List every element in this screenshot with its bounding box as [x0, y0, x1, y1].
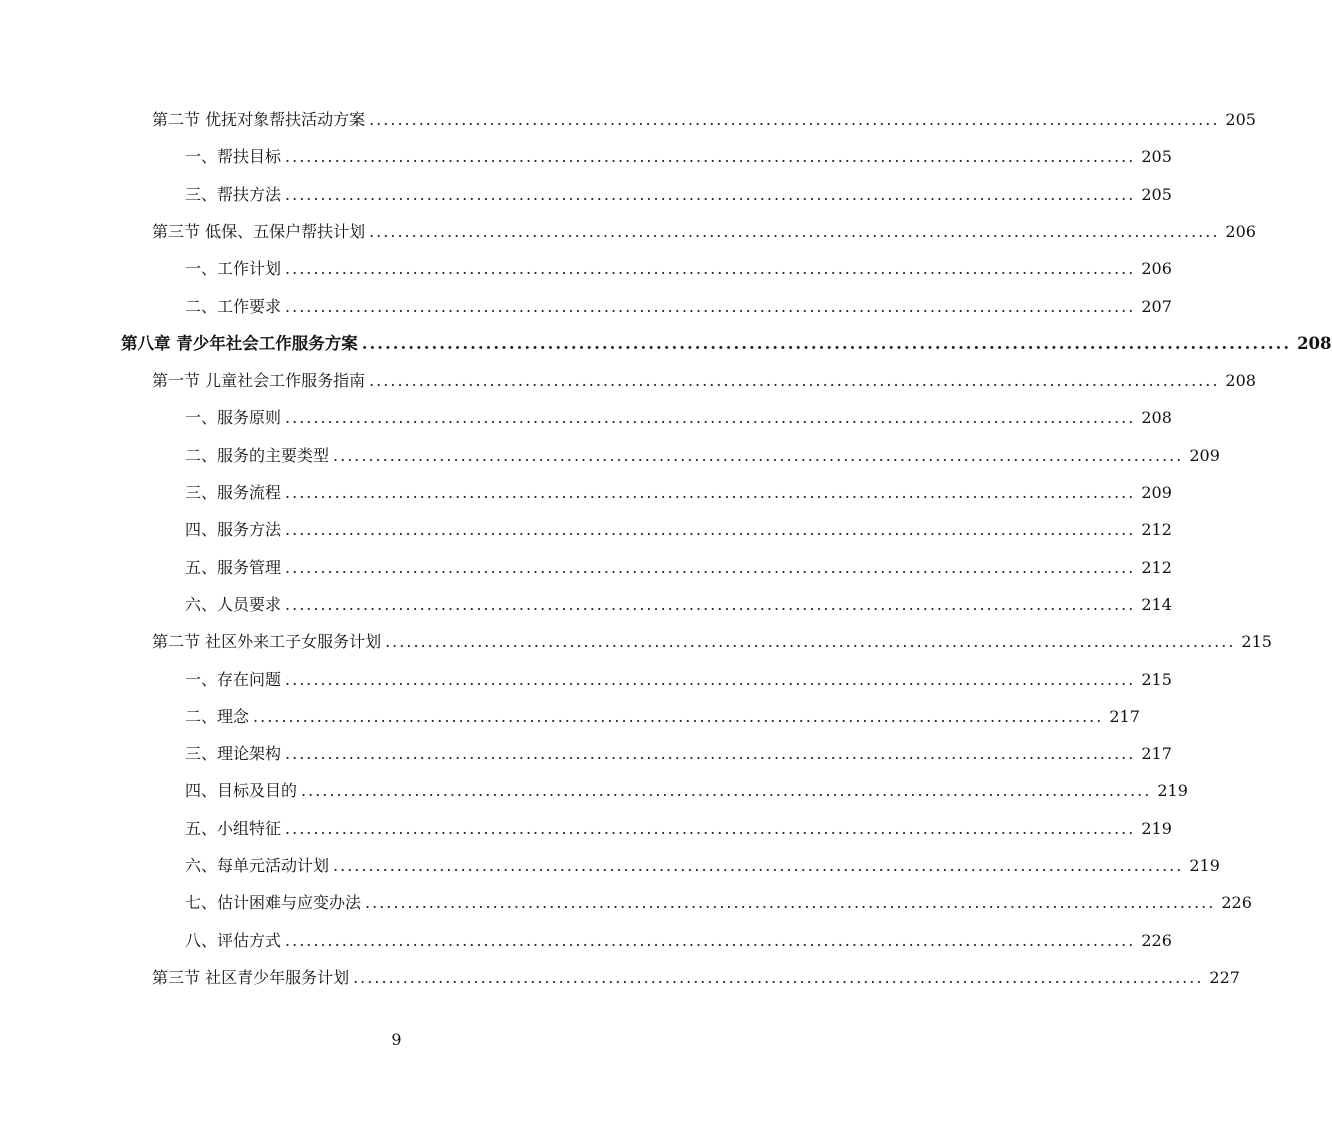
toc-entry-section[interactable] [152, 362, 1256, 399]
toc-entry-page: 208 [1225, 371, 1256, 391]
toc-entry-item[interactable] [185, 250, 1172, 287]
toc-leader-dots: ........................................................................................................................ [365, 893, 1216, 913]
toc-entry-page: 219 [1141, 818, 1172, 838]
toc-entry-item[interactable] [185, 810, 1172, 847]
toc-entry-item[interactable] [185, 138, 1172, 175]
toc-entry-page: 217 [1141, 744, 1172, 764]
toc-leader-dots: ........................................................................................................................ [285, 744, 1136, 764]
toc-entry-page: 226 [1221, 893, 1252, 913]
toc-entry-title: 二、理念 [185, 706, 250, 726]
toc-entry-title: 四、服务方法 [185, 520, 282, 540]
toc-entry-title: 三、服务流程 [185, 483, 282, 502]
toc-entry-page: 226 [1141, 930, 1172, 950]
toc-entry-item[interactable] [185, 735, 1172, 772]
toc-entry-title: 第三节 低保、五保户帮扶计划 [152, 221, 366, 241]
toc-entry-item[interactable] [185, 586, 1172, 623]
toc-entry-item[interactable] [185, 922, 1172, 959]
toc-entry-section[interactable] [152, 623, 1272, 660]
toc-entry-section[interactable] [152, 959, 1240, 996]
toc-leader-dots: ........................................................................................................................ [285, 594, 1136, 614]
toc-entry-page: 205 [1225, 110, 1256, 129]
toc-entry-section[interactable] [152, 101, 1256, 138]
toc-entry-title: 一、存在问题 [185, 669, 282, 689]
toc-entry-page: 219 [1157, 781, 1188, 801]
toc-entry-title: 第八章 青少年社会工作服务方案 [121, 333, 358, 353]
toc-entry-item[interactable] [185, 437, 1220, 474]
toc-entry-page: 212 [1141, 520, 1172, 540]
toc-entry-page: 205 [1141, 147, 1172, 167]
toc-entry-title: 六、每单元活动计划 [185, 856, 330, 875]
toc-entry-title: 六、人员要求 [185, 594, 282, 614]
toc-entry-item[interactable] [185, 698, 1140, 735]
toc-entry-title: 一、服务原则 [185, 408, 282, 428]
toc-leader-dots: ........................................................................................................................ [253, 706, 1104, 726]
toc-entry-page: 209 [1141, 483, 1172, 502]
toc-entry-item[interactable] [185, 549, 1172, 586]
toc-entry-chapter[interactable] [121, 325, 1332, 362]
toc-entry-title: 第二节 优抚对象帮扶活动方案 [152, 110, 366, 129]
toc-entry-item[interactable] [185, 474, 1172, 511]
toc-entry-page: 207 [1141, 296, 1172, 316]
toc-entry-item[interactable] [185, 847, 1220, 884]
toc-entry-title: 一、帮扶目标 [185, 147, 282, 167]
toc-entry-title: 一、工作计划 [185, 259, 282, 279]
toc-leader-dots: ........................................................................................................................ [285, 408, 1136, 428]
toc-entry-page: 208 [1297, 333, 1332, 353]
toc-leader-dots: ........................................................................................................................ [285, 930, 1136, 950]
toc-leader-dots: ........................................................................................................................ [285, 557, 1136, 577]
toc-leader-dots: ........................................................................................................................ [361, 333, 1292, 353]
toc-leader-dots: ........................................................................................................................ [385, 632, 1236, 652]
toc-entry-page: 212 [1141, 557, 1172, 577]
toc-entry-item[interactable] [185, 399, 1172, 436]
toc-entry-page: 205 [1141, 184, 1172, 204]
toc-entry-title: 五、小组特征 [185, 818, 282, 838]
toc-leader-dots: ........................................................................................................................ [333, 856, 1184, 875]
toc-entry-page: 215 [1241, 632, 1272, 652]
toc-leader-dots: ........................................................................................................................ [285, 296, 1136, 316]
toc-entry-title: 五、服务管理 [185, 557, 282, 577]
toc-entry-page: 214 [1141, 594, 1172, 614]
toc-entry-title: 第一节 儿童社会工作服务指南 [152, 371, 366, 391]
toc-leader-dots: ........................................................................................................................ [369, 110, 1220, 129]
toc-entry-page: 206 [1141, 259, 1172, 279]
toc-entry-page: 227 [1209, 967, 1240, 987]
toc-entry-title: 七、估计困难与应变办法 [185, 893, 362, 913]
toc-entry-item[interactable] [185, 288, 1172, 325]
toc-entry-section[interactable] [152, 213, 1256, 250]
toc-entry-title: 三、理论架构 [185, 744, 282, 764]
toc-entry-item[interactable] [185, 661, 1172, 698]
toc-leader-dots: ........................................................................................................................ [285, 818, 1136, 838]
toc-entry-page: 209 [1189, 445, 1220, 465]
toc-entry-title: 二、工作要求 [185, 296, 282, 316]
toc-leader-dots: ........................................................................................................................ [285, 184, 1136, 204]
toc-entry-page: 219 [1189, 856, 1220, 875]
toc-entry-item[interactable] [185, 884, 1252, 921]
toc-leader-dots: ........................................................................................................................ [285, 520, 1136, 540]
toc-entry-title: 二、服务的主要类型 [185, 445, 330, 465]
toc-entry-title: 第三节 社区青少年服务计划 [152, 967, 350, 987]
toc-entry-title: 四、目标及目的 [185, 781, 298, 801]
toc-leader-dots: ........................................................................................................................ [369, 371, 1220, 391]
toc-entry-title: 八、评估方式 [185, 930, 282, 950]
toc-entry-page: 215 [1141, 669, 1172, 689]
toc-entry-item[interactable] [185, 511, 1172, 548]
toc-leader-dots: ........................................................................................................................ [285, 259, 1136, 279]
toc-entry-title: 第二节 社区外来工子女服务计划 [152, 632, 382, 652]
toc-entry-page: 208 [1141, 408, 1172, 428]
toc-leader-dots: ........................................................................................................................ [353, 967, 1204, 987]
toc-leader-dots: ........................................................................................................................ [369, 221, 1220, 241]
toc-leader-dots: ........................................................................................................................ [285, 483, 1136, 502]
toc-leader-dots: ........................................................................................................................ [333, 445, 1184, 465]
toc-leader-dots: ........................................................................................................................ [285, 669, 1136, 689]
toc-leader-dots: ........................................................................................................................ [301, 781, 1152, 801]
toc-entry-item[interactable] [185, 176, 1172, 213]
toc-leader-dots: ........................................................................................................................ [285, 147, 1136, 167]
toc-entry-title: 三、帮扶方法 [185, 184, 282, 204]
toc-entry-page: 217 [1109, 706, 1140, 726]
toc-entry-page: 206 [1225, 221, 1256, 241]
page-number: 9 [391, 1030, 402, 1049]
toc-entry-item[interactable] [185, 772, 1188, 809]
